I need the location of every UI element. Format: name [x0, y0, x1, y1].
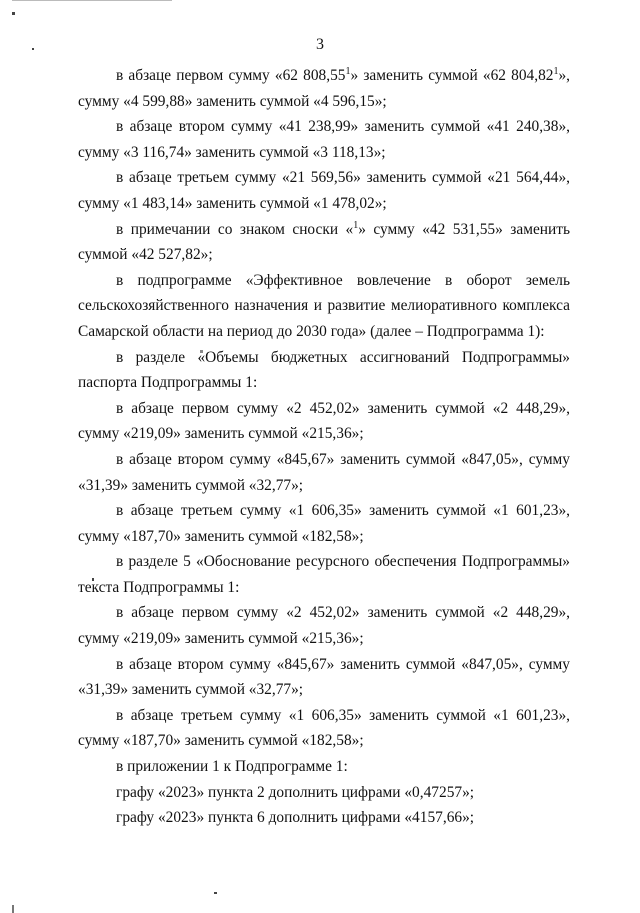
- document-body: [78, 63, 570, 831]
- footnote-mark: 1: [353, 219, 359, 231]
- paragraph-7: в абзаце первом сумму «2 452,02» заменить суммой «2 448,29», сумму «219,09» заменить суммой «215,36»;: [78, 399, 570, 443]
- paragraph-6: в разделе «Объемы бюджетных ассигнований Подпрограммы» паспорта Подпрограммы 1:: [78, 348, 570, 392]
- paragraph-4: в примечании со знаком сноски «$^1$» сумму «42 531,55» заменить суммой «42 527,82»;: [78, 219, 570, 264]
- scan-speck: [12, 12, 15, 15]
- scan-speck: [214, 892, 217, 894]
- paragraph-14: в приложении 1 к Подпрограмме 1:: [116, 758, 348, 776]
- page-number: 3: [316, 36, 324, 53]
- paragraph-10: в разделе 5 «Обоснование ресурсного обеспечения Подпрограммы» текста Подпрограммы 1:: [78, 553, 570, 596]
- footnote-mark: 1: [553, 65, 559, 77]
- paragraph-3: в абзаце третьем сумму «21 569,56» заменить суммой «21 564,44», сумму «1 483,14» заменить суммой «1 478,02»;: [78, 169, 570, 212]
- paragraph-13: в абзаце третьем сумму «1 606,35» заменить суммой «1 601,23», сумму «187,70» заменить суммой «182,58»;: [78, 706, 570, 750]
- scan-edge: [12, 0, 172, 1]
- scan-edge: [12, 905, 14, 913]
- paragraph-9: в абзаце третьем сумму «1 606,35» заменить суммой «1 601,23», сумму «187,70» заменить суммой «182,58»;: [78, 502, 570, 545]
- footnote-mark: 1: [345, 65, 351, 77]
- paragraph-16: графу «2023» пункта 6 дополнить цифрами «4157,66»;: [116, 809, 475, 827]
- paragraph-11: в абзаце первом сумму «2 452,02» заменить суммой «2 448,29», сумму «219,09» заменить суммой «215,36»;: [78, 604, 570, 648]
- paragraph-15: графу «2023» пункта 2 дополнить цифрами «0,47257»;: [116, 783, 475, 801]
- paragraph-8: в абзаце втором сумму «845,67» заменить суммой «847,05», сумму «31,39» заменить суммой «32,77»;: [78, 450, 570, 494]
- paragraph-5: в подпрограмме «Эффективное вовлечение в оборот земель сельскохозяйственного назначения и развитие мелиоративного комплекса Самарской области на период до 2030 года» (далее – Подпрограмма 1):: [78, 271, 570, 340]
- paragraph-2: в абзаце втором сумму «41 238,99» заменить суммой «41 240,38», сумму «3 116,74» заменить суммой «3 118,13»;: [78, 118, 570, 161]
- paragraph-12: в абзаце втором сумму «845,67» заменить суммой «847,05», сумму «31,39» заменить суммой «32,77»;: [78, 655, 570, 699]
- paragraph-1: в абзаце первом сумму «62 808,55$^1$» заменить суммой «62 804,82$^1$», сумму «4 599,88» заменить суммой «4 596,15»;: [78, 65, 571, 110]
